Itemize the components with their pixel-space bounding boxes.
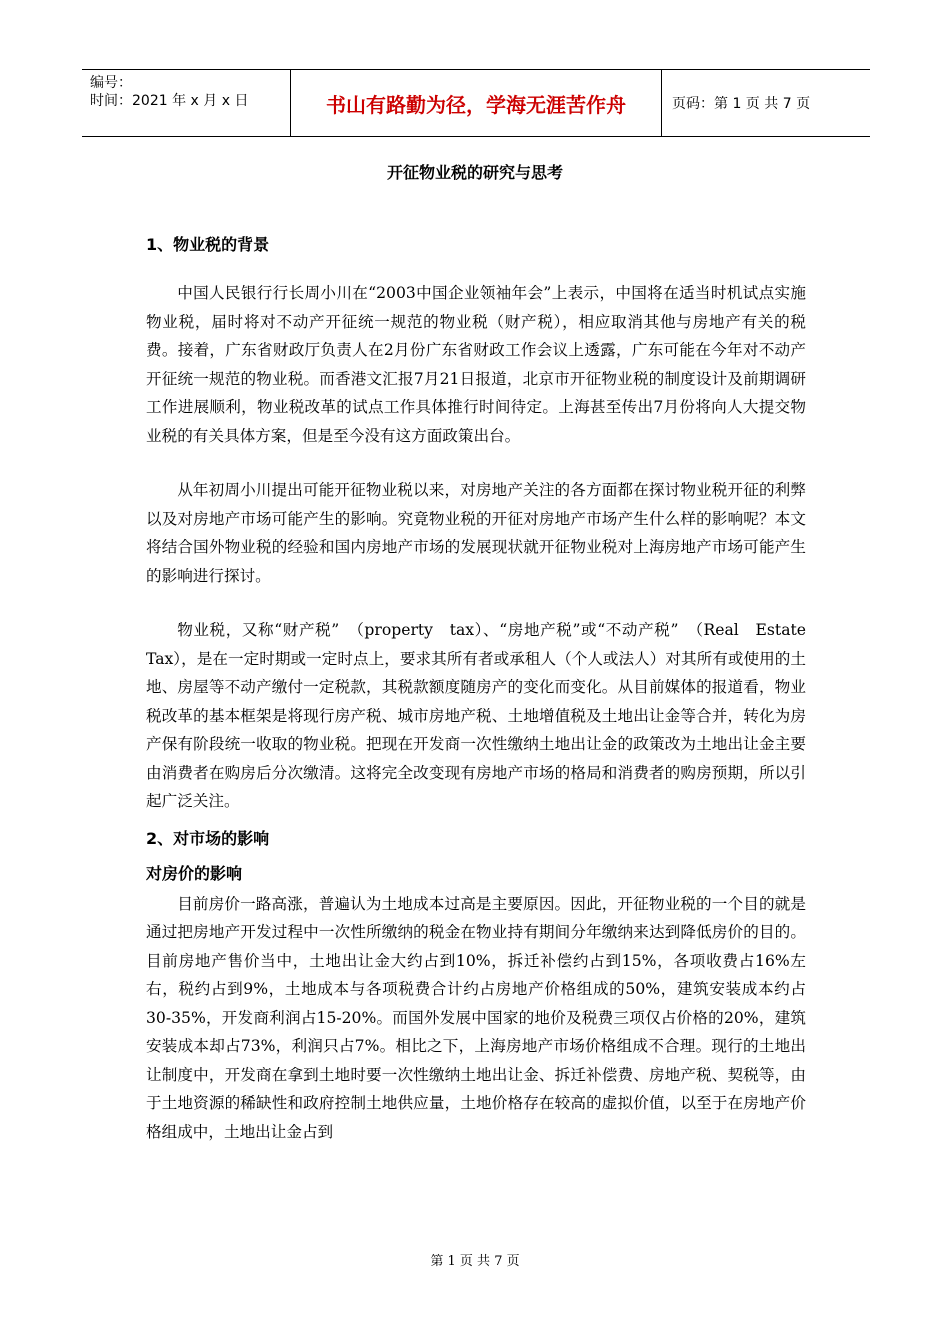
- paragraph: 中国人民银行行长周小川在“2003中国企业领袖年会”上表示，中国将在适当时机试点实施物业税，届时将对不动产开征统一规范的物业税（财产税），相应取消其他与房地产有关的税费。接着，广东省财政厅负责人在2月份广东省财政工作会议上透露，广东可能在今年对不动产开征统一规范的物业税。而香港文汇报7月21日报道，北京市开征物业税的制度设计及前期调研工作进展顺利，物业税改革的试点工作具体推行时间待定。上海甚至传出7月份将向人大提交物业税的有关具体方案，但是至今没有这方面政策出台。: [146, 284, 806, 445]
- header-table: [82, 69, 870, 137]
- document-body: [146, 232, 822, 1146]
- document-title: 开征物业税的研究与思考: [386, 163, 563, 182]
- page-footer: 第 1 页 共 7 页: [430, 1254, 520, 1269]
- motto: 书山有路勤为径，学海无涯苦作舟: [290, 70, 662, 136]
- time-label: 时间：2021 年 x 月 x 日: [90, 93, 249, 109]
- page-label: 页码：第 1 页 共 7 页: [672, 96, 811, 112]
- paragraph: 物业税，又称“财产税” （property tax）、“房地产税”或“不动产税” （Real Estate Tax），是在一定时期或一定时点上，要求其所有者或承租人（个人或法人）对其所有或使用的土地、房屋等不动产缴付一定税款，其税款额度随房产的变化而变化。从目前媒体的报道看，物业税改革的基本框架是将现行房产税、城市房地产税、土地增值税及土地出让金等合并，转化为房产保有阶段统一收取的物业税。把现在开发商一次性缴纳土地出让金的政策改为土地出让金主要由消费者在购房后分次缴清。这将完全改变现有房地产市场的格局和消费者的购房预期，所以引起广泛关注。: [146, 621, 822, 810]
- paragraph: 目前房价一路高涨，普遍认为土地成本过高是主要原因。因此，开征物业税的一个目的就是通过把房地产开发过程中一次性所缴纳的税金在物业持有期间分年缴纳来达到降低房价的目的。目前房地产售价当中，土地出让金大约占到10%，拆迁补偿约占到15%，各项收费占16%左右，税约占到9%，土地成本与各项税费合计约占房地产价格组成的50%，建筑安装成本约占30-35%，开发商利润占15-20%。而国外发展中国家的地价及税费三项仅占价格的20%，建筑安装成本却占73%，利润只占7%。相比之下，上海房地产市场价格组成不合理。现行的土地出让制度中，开发商在拿到土地时要一次性缴纳土地出让金、拆迁补偿费、房地产税、契税等，由于土地资源的稀缺性和政府控制土地供应量，土地价格存在较高的虚拟价值，以至于在房地产价格组成中，土地出让金占到: [146, 894, 806, 1141]
- paragraph: 从年初周小川提出可能开征物业税以来，对房地产关注的各方面都在探讨物业税开征的利弊以及对房地产市场可能产生的影响。究竟物业税的开征对房地产市场产生什么样的影响呢？本文将结合国外物业税的经验和国内房地产市场的发展现状就开征物业税对上海房地产市场可能产生的影响进行探讨。: [146, 481, 806, 585]
- section-2-heading: 2、对市场的影响: [146, 828, 270, 848]
- number-label: 编号：: [90, 75, 132, 91]
- section-1-heading: 1、物业税的背景: [146, 235, 270, 254]
- section-2-subheading: 对房价的影响: [146, 863, 243, 883]
- header-left-cell: [82, 70, 290, 136]
